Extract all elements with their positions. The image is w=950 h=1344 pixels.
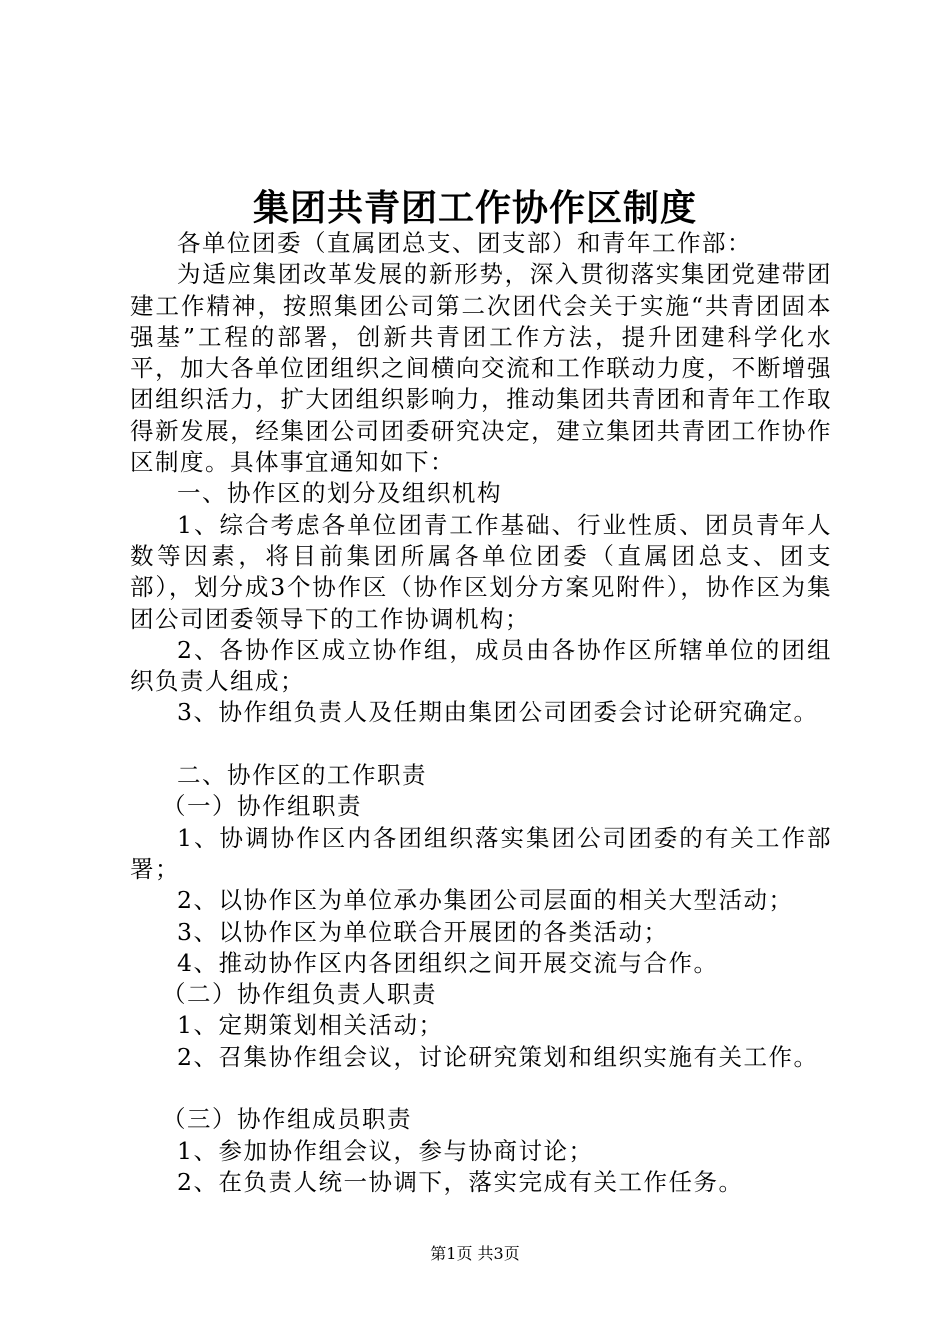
subsection-1-item-3: 3、以协作区为单位联合开展团的各类活动； [177,917,669,946]
section-heading-1: 一、协作区的划分及组织机构 [177,479,502,508]
paragraph-gap [130,729,832,760]
document-title: 集团共青团工作协作区制度 [252,187,697,229]
paragraph-gap [130,1073,832,1104]
section-heading-2: 二、协作区的工作职责 [177,761,427,790]
section-1-item-1: 1、综合考虑各单位团青工作基础、行业性质、团员青年人数等因素，将目前集团所属各单位团委（直属团总支、团支部），划分成3个协作区（协作区划分方案见附件），协作区为集团公司团委领导下的工作协调机构； [130,510,832,633]
document-body [130,228,832,1198]
subsection-1-item-4: 4、推动协作区内各团组织之间开展交流与合作。 [177,948,719,977]
subsection-heading-2: （二）协作组负责人职责 [162,980,437,1009]
subsection-heading-3: （三）协作组成员职责 [162,1105,412,1134]
intro-paragraph: 为适应集团改革发展的新形势，深入贯彻落实集团党建带团建工作精神，按照集团公司第二次团代会关于实施“共青团固本强基”工程的部署，创新共青团工作方法，提升团建科学化水平，加大各单位团组织之间横向交流和工作联动力度，不断增强团组织活力，扩大团组织影响力，推动集团共青团和青年工作取得新发展，经集团公司团委研究决定，建立集团共青团工作协作区制度。具体事宜通知如下： [130,260,832,477]
subsection-2-item-1: 1、定期策划相关活动； [177,1011,444,1040]
subsection-3-item-1: 1、参加协作组会议，参与协商讨论； [177,1136,594,1165]
subsection-2-item-2: 2、召集协作组会议，讨论研究策划和组织实施有关工作。 [177,1042,819,1071]
section-1-item-2: 2、各协作区成立协作组，成员由各协作区所辖单位的团组织负责人组成； [130,635,832,696]
page-number-footer: 第1页 共3页 [430,1244,520,1263]
salutation: 各单位团委（直属团总支、团支部）和青年工作部： [177,229,752,257]
subsection-1-item-2: 2、以协作区为单位承办集团公司层面的相关大型活动； [177,886,794,915]
section-1-item-3: 3、协作组负责人及任期由集团公司团委会讨论研究确定。 [177,698,819,727]
subsection-heading-1: （一）协作组职责 [162,792,362,821]
subsection-1-item-1: 1、协调协作区内各团组织落实集团公司团委的有关工作部署； [130,823,832,883]
subsection-3-item-2: 2、在负责人统一协调下，落实完成有关工作任务。 [177,1167,744,1196]
